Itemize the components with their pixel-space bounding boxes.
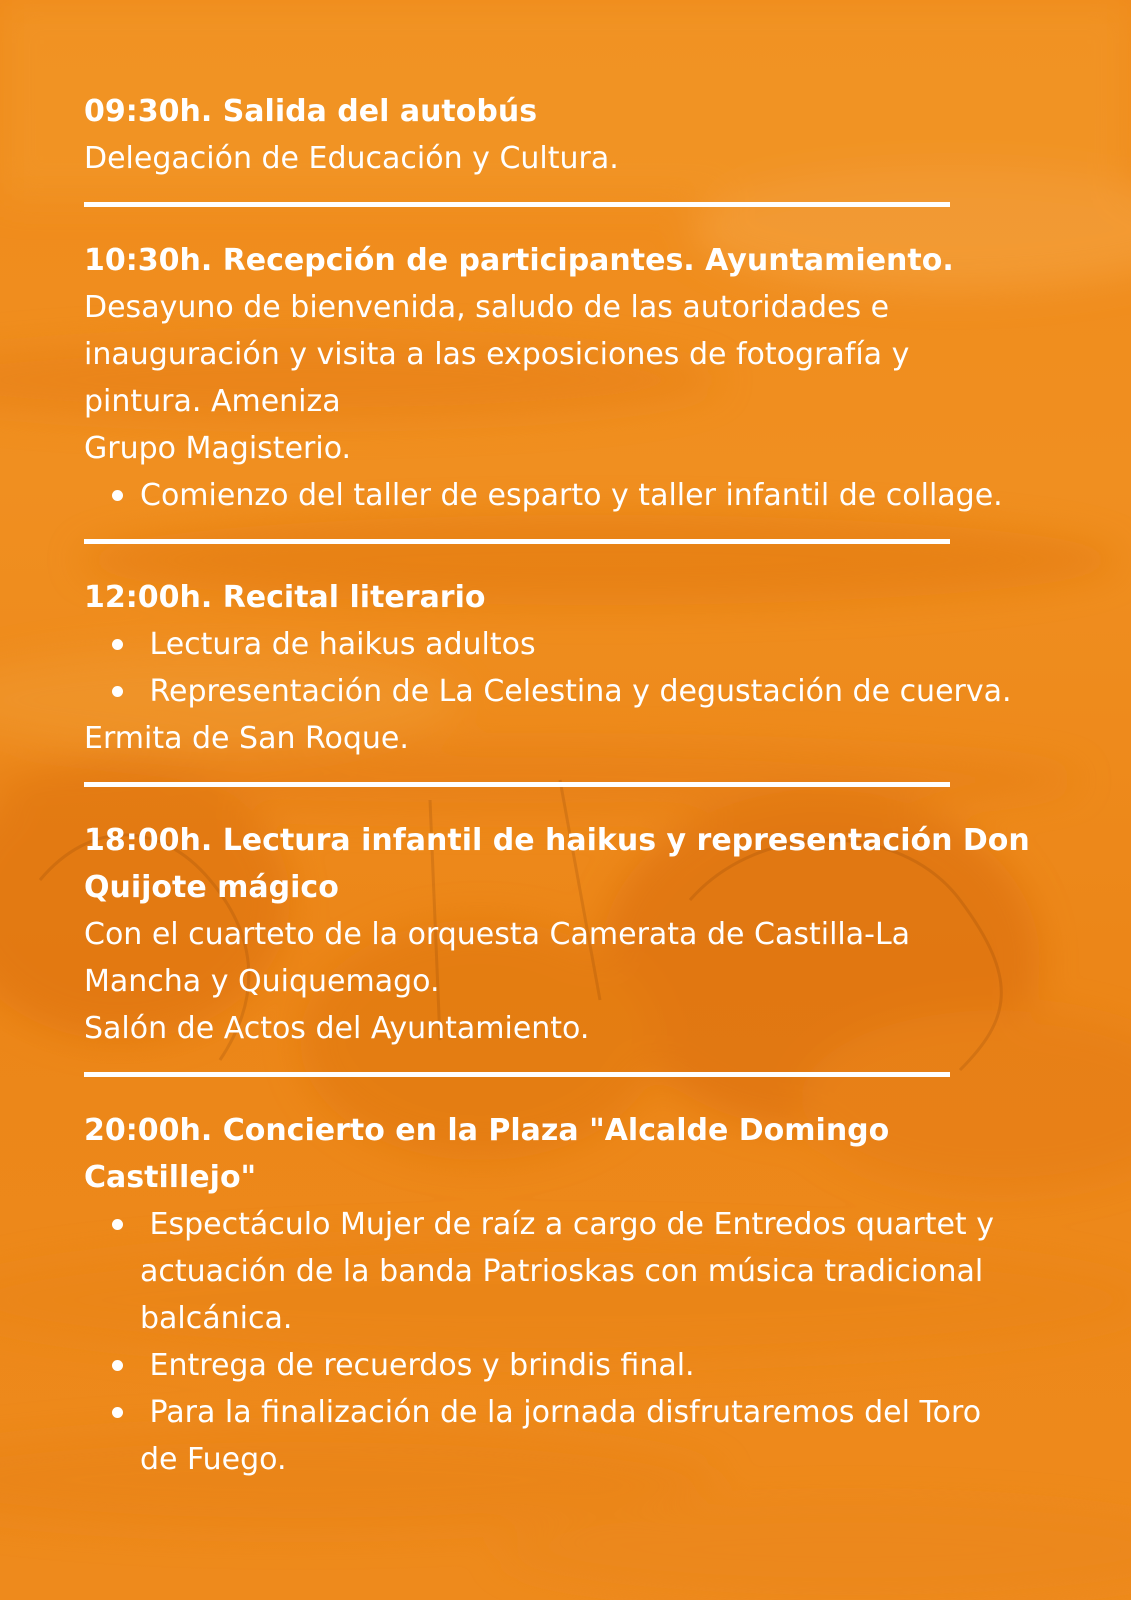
list-item bbox=[140, 472, 1084, 519]
section-divider bbox=[84, 539, 950, 544]
item-description: Delegación de Educación y Cultura. bbox=[84, 141, 619, 176]
list-item-text: Representación de La Celestina y degustación de cuerva. bbox=[140, 674, 1012, 709]
item-heading: 12:00h. Recital literario bbox=[84, 580, 486, 615]
program-item-1030 bbox=[84, 237, 1084, 519]
bullet-list bbox=[84, 1201, 1084, 1483]
item-description: inauguración y visita a las exposiciones de fotografía y bbox=[84, 337, 910, 372]
program-item-2000 bbox=[84, 1107, 1084, 1483]
list-item bbox=[140, 621, 1084, 668]
list-item bbox=[140, 668, 1084, 715]
section-divider bbox=[84, 202, 950, 207]
item-heading: 10:30h. Recepción de participantes. Ayuntamiento. bbox=[84, 243, 954, 278]
program-item-1800 bbox=[84, 817, 1084, 1052]
list-item-text: Espectáculo Mujer de raíz a cargo de Entredos quartet y bbox=[140, 1207, 994, 1242]
item-description: Mancha y Quiquemago. bbox=[84, 964, 440, 999]
list-item-text: balcánica. bbox=[140, 1301, 293, 1336]
bullet-list bbox=[84, 472, 1084, 519]
item-heading: Castillejo" bbox=[84, 1160, 257, 1195]
item-description: Grupo Magisterio. bbox=[84, 431, 352, 466]
bullet-icon bbox=[112, 1360, 123, 1371]
bullet-icon bbox=[112, 1219, 123, 1230]
item-description: Desayuno de bienvenida, saludo de las autoridades e bbox=[84, 290, 890, 325]
item-heading: 09:30h. Salida del autobús bbox=[84, 94, 538, 129]
list-item-text: actuación de la banda Patrioskas con música tradicional bbox=[140, 1254, 984, 1289]
item-heading: Quijote mágico bbox=[84, 870, 339, 905]
list-item-text: Comienzo del taller de esparto y taller infantil de collage. bbox=[140, 478, 1003, 513]
item-location: Salón de Actos del Ayuntamiento. bbox=[84, 1011, 590, 1046]
list-item-text: Para la finalización de la jornada disfrutaremos del Toro bbox=[140, 1395, 982, 1430]
item-description: Con el cuarteto de la orquesta Camerata de Castilla-La bbox=[84, 917, 911, 952]
bullet-icon bbox=[112, 490, 123, 501]
list-item bbox=[140, 1201, 1084, 1342]
list-item bbox=[140, 1342, 1084, 1389]
item-heading: 20:00h. Concierto en la Plaza "Alcalde Domingo bbox=[84, 1113, 890, 1148]
bullet-list bbox=[84, 621, 1084, 715]
list-item-text: Entrega de recuerdos y brindis final. bbox=[140, 1348, 695, 1383]
bullet-icon bbox=[112, 639, 123, 650]
program-item-1200 bbox=[84, 574, 1084, 762]
list-item bbox=[140, 1389, 1084, 1483]
program-content bbox=[84, 88, 1084, 1483]
bullet-icon bbox=[112, 1407, 123, 1418]
program-item-0930 bbox=[84, 88, 1084, 182]
section-divider bbox=[84, 782, 950, 787]
list-item-text: Lectura de haikus adultos bbox=[140, 627, 536, 662]
item-heading: 18:00h. Lectura infantil de haikus y representación Don bbox=[84, 823, 1030, 858]
bullet-icon bbox=[112, 686, 123, 697]
list-item-text: de Fuego. bbox=[140, 1442, 287, 1477]
item-location: Ermita de San Roque. bbox=[84, 721, 409, 756]
section-divider bbox=[84, 1072, 950, 1077]
item-description: pintura. Ameniza bbox=[84, 384, 341, 419]
